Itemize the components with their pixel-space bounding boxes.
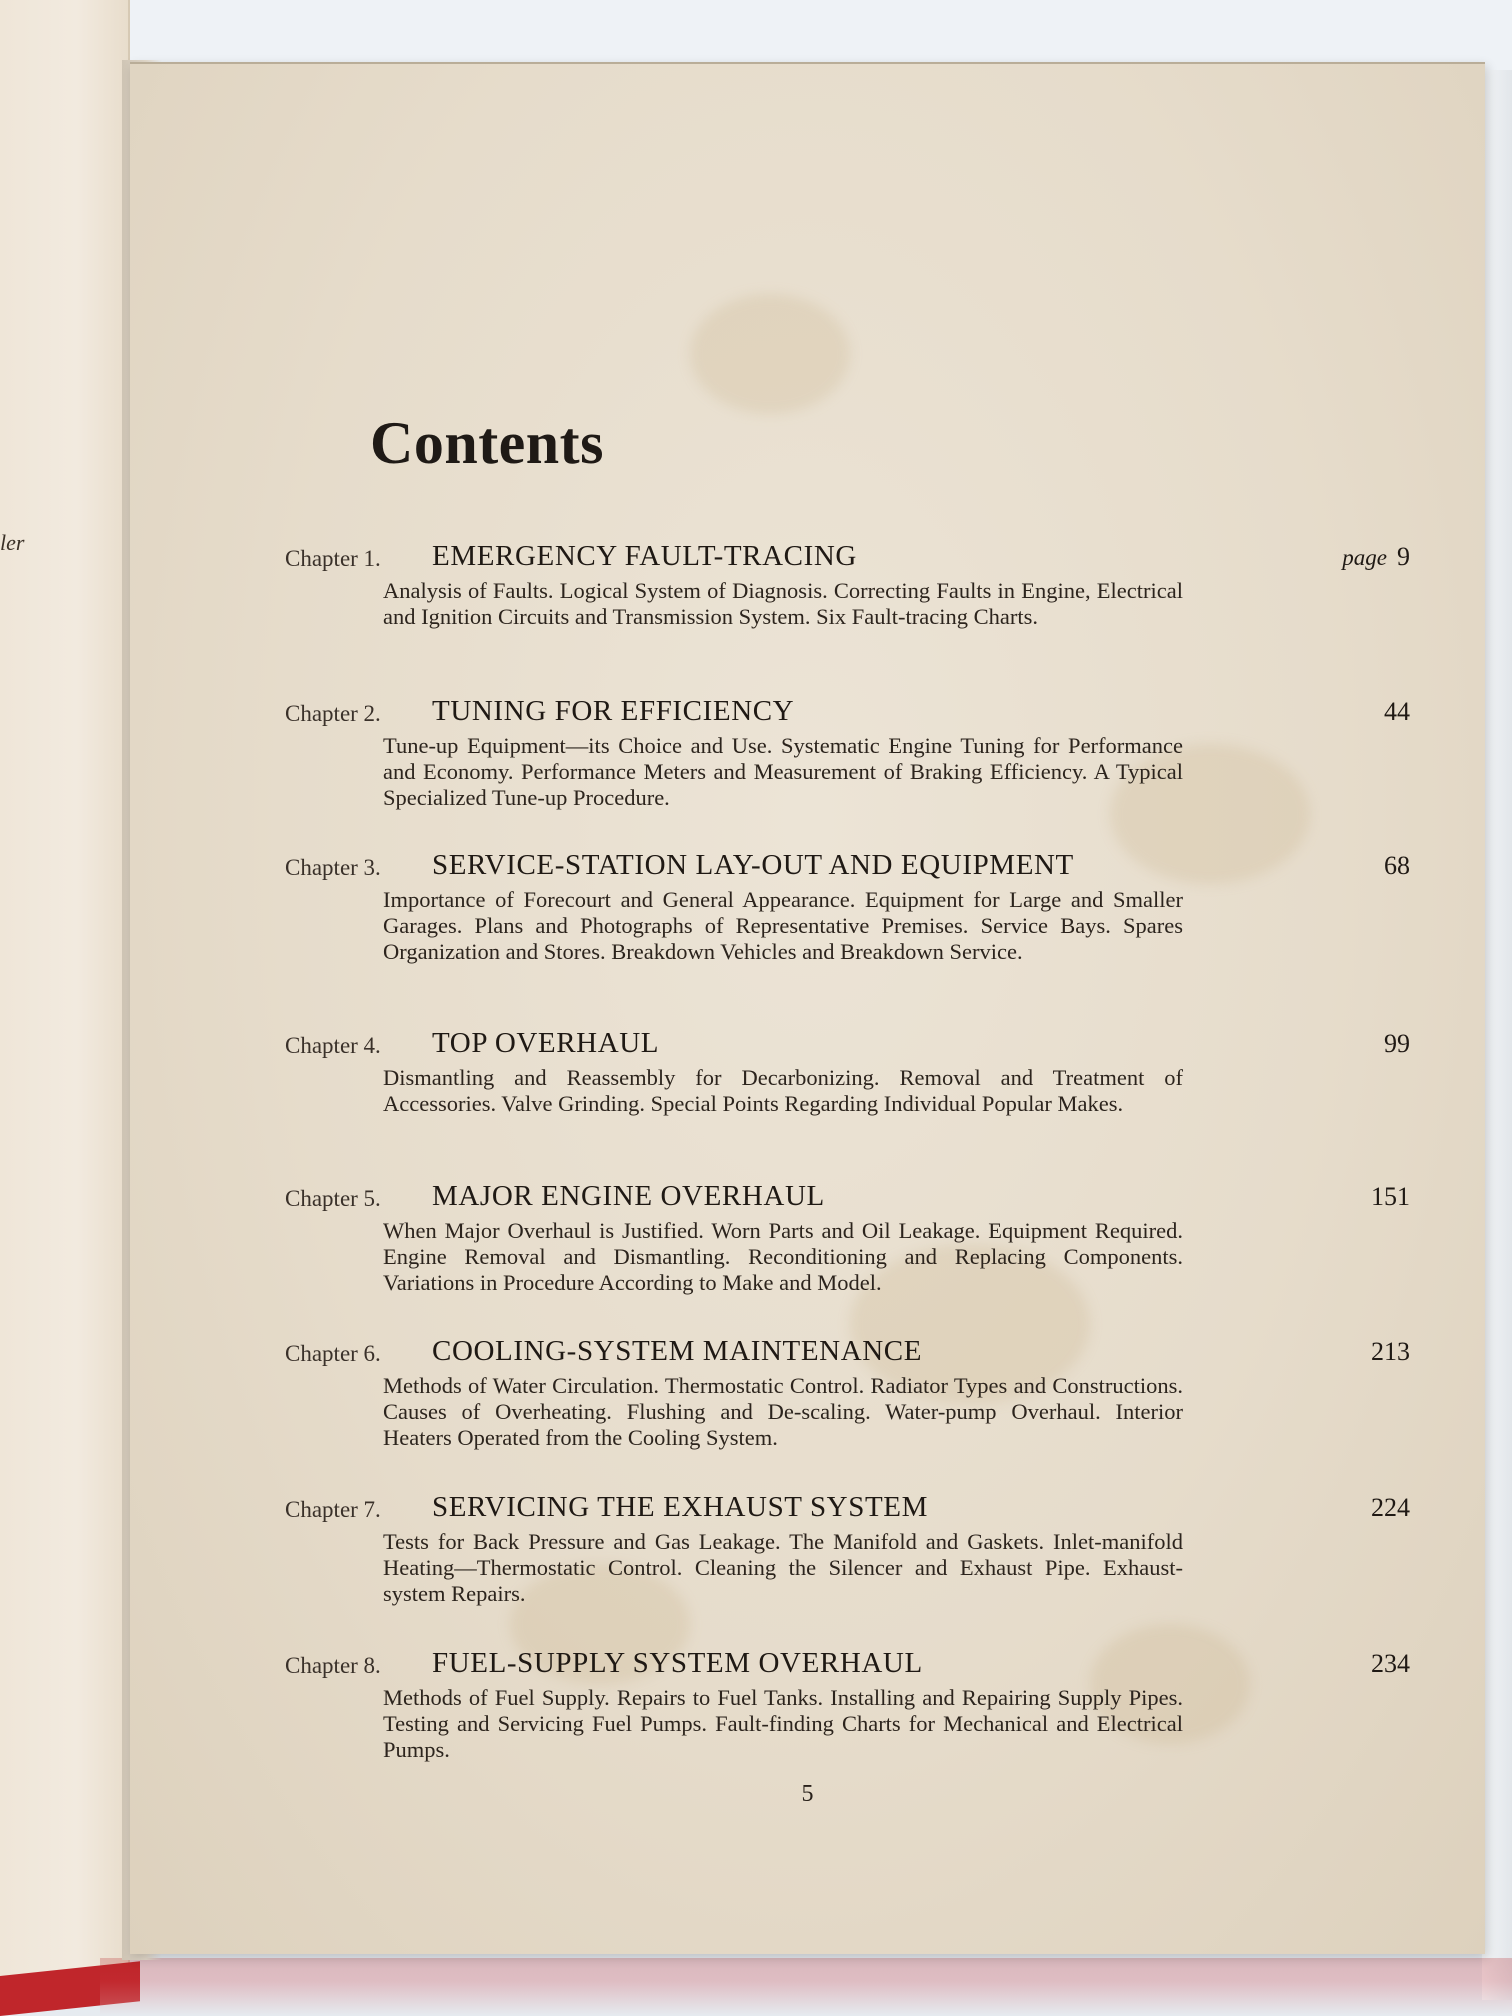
chapter-title: EMERGENCY FAULT-TRACING	[432, 540, 857, 572]
chapter-page-number: 151	[1371, 1182, 1410, 1211]
toc-entry	[285, 849, 1410, 965]
chapter-number: Chapter 7.	[285, 1497, 381, 1522]
chapter-description: Dismantling and Reassembly for Decarbonizing. Removal and Treatment of Accessories. Valve Grinding. Special Points Regarding Individual Popular Makes.	[383, 1065, 1183, 1116]
chapter-description: Methods of Water Circulation. Thermostatic Control. Radiator Types and Constructions. Causes of Overheating. Flushing and De-scaling. Water-pump Overhaul. Interior Heaters Operated from the Cooling System.	[383, 1373, 1183, 1450]
toc-entry	[285, 1335, 1410, 1451]
toc-entry	[285, 1647, 1410, 1763]
chapter-description: Methods of Fuel Supply. Repairs to Fuel Tanks. Installing and Repairing Supply Pipes. Testing and Servicing Fuel Pumps. Fault-finding Charts for Mechanical and Electrical Pumps.	[383, 1685, 1183, 1762]
page-folio-number: 5	[801, 1781, 814, 1807]
previous-page-edge	[0, 0, 130, 2000]
toc-entry	[285, 1491, 1410, 1607]
toc-entry	[285, 695, 1410, 811]
toc-entry	[285, 540, 1410, 630]
cover-bottom-edge	[100, 1958, 1512, 2016]
chapter-title: FUEL-SUPPLY SYSTEM OVERHAUL	[432, 1647, 923, 1679]
chapter-number: Chapter 3.	[285, 855, 381, 880]
background-right	[1482, 70, 1512, 2000]
chapter-page-number	[1342, 542, 1410, 572]
chapter-page-number: 99	[1384, 1029, 1410, 1058]
page-number: 9	[1397, 542, 1410, 571]
page-word: page	[1342, 545, 1387, 570]
chapter-description: Tune-up Equipment—its Choice and Use. Systematic Engine Tuning for Performance and Economy. Performance Meters and Measurement of Braking Efficiency. A Typical Specialized Tune-up Procedure.	[383, 733, 1183, 810]
chapter-page-number: 234	[1371, 1649, 1410, 1678]
toc-entry	[285, 1027, 1410, 1117]
chapter-title: SERVICE-STATION LAY-OUT AND EQUIPMENT	[432, 849, 1074, 881]
page-title: Contents	[370, 410, 605, 476]
chapter-number: Chapter 1.	[285, 546, 381, 571]
chapter-number: Chapter 4.	[285, 1033, 381, 1058]
previous-page-fragment: ler	[0, 530, 25, 555]
chapter-page-number: 68	[1384, 851, 1410, 880]
chapter-title: MAJOR ENGINE OVERHAUL	[432, 1180, 825, 1212]
chapter-number: Chapter 2.	[285, 701, 381, 726]
chapter-page-number: 44	[1384, 697, 1410, 726]
chapter-description: Analysis of Faults. Logical System of Diagnosis. Correcting Faults in Engine, Electrical and Ignition Circuits and Transmission System. Six Fault-tracing Charts.	[383, 578, 1183, 629]
chapter-title: COOLING-SYSTEM MAINTENANCE	[432, 1335, 923, 1367]
chapter-page-number: 224	[1371, 1493, 1410, 1522]
chapter-title: TOP OVERHAUL	[432, 1027, 660, 1059]
contents-page	[130, 62, 1485, 1954]
toc-entry	[285, 1180, 1410, 1296]
chapter-page-number: 213	[1371, 1337, 1410, 1366]
chapter-number: Chapter 5.	[285, 1186, 381, 1211]
table-of-contents	[130, 64, 1485, 1954]
chapter-description: When Major Overhaul is Justified. Worn Parts and Oil Leakage. Equipment Required. Engine Removal and Dismantling. Reconditioning and Replacing Components. Variations in Procedure According to Make and Model.	[383, 1218, 1183, 1295]
chapter-number: Chapter 8.	[285, 1653, 381, 1678]
chapter-title: SERVICING THE EXHAUST SYSTEM	[432, 1491, 928, 1523]
chapter-description: Importance of Forecourt and General Appearance. Equipment for Large and Smaller Garages. Plans and Photographs of Representative Premises. Service Bays. Spares Organization and Stores. Breakdown Vehicles and Breakdown Service.	[383, 887, 1183, 964]
chapter-description: Tests for Back Pressure and Gas Leakage. The Manifold and Gaskets. Inlet-manifold Heating—Thermostatic Control. Cleaning the Silencer and Exhaust Pipe. Exhaust-system Repairs.	[383, 1529, 1183, 1606]
chapter-number: Chapter 6.	[285, 1341, 381, 1366]
chapter-title: TUNING FOR EFFICIENCY	[432, 695, 795, 727]
